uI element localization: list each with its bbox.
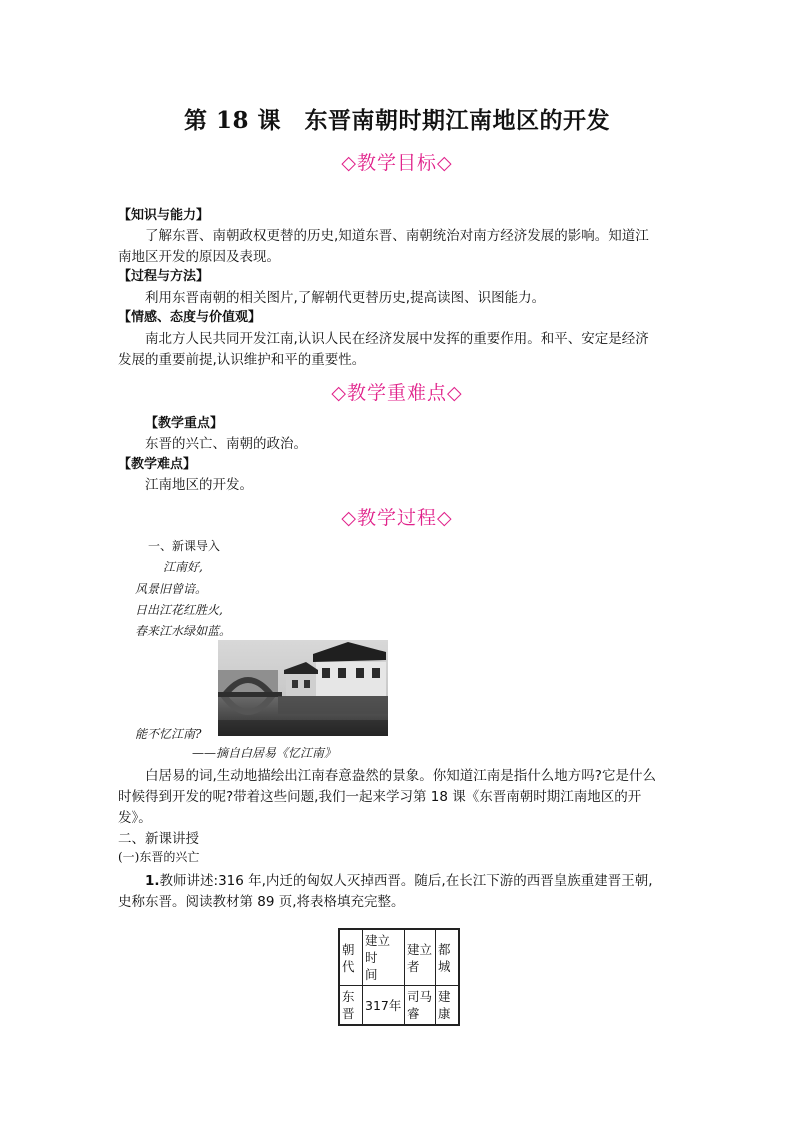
section-heading-keypoints: ◇教学重难点◇ bbox=[331, 382, 463, 404]
poem-source: ——摘自白居易《忆江南》 bbox=[192, 746, 337, 760]
knowledge-text-line2: 南地区开发的原因及表现。 bbox=[118, 249, 280, 265]
poem-line: 日出江花红胜火, bbox=[135, 603, 223, 617]
dynasty-table bbox=[338, 928, 460, 1026]
poem-line: 春来江水绿如蓝。 bbox=[135, 624, 232, 638]
intro-paragraph-line2: 时候得到开发的呢?带着这些问题,我们一起来学习第 18 课《东晋南朝时期江南地区的开 bbox=[118, 789, 642, 805]
header-cell-founded-time: 建立时 间 bbox=[363, 929, 405, 986]
lecture-heading: 二、新课讲授 bbox=[118, 831, 199, 847]
difficult-text: 江南地区的开发。 bbox=[145, 477, 253, 493]
item-number: 1. bbox=[145, 873, 160, 889]
section-heading-goals: ◇教学目标◇ bbox=[341, 152, 453, 174]
page-title: 第 18 课 东晋南朝时期江南地区的开发 bbox=[183, 107, 611, 134]
intro-heading: 一、新课导入 bbox=[148, 539, 221, 553]
cell-capital: 建 康 bbox=[436, 986, 460, 1026]
emotion-text-line1: 南北方人民共同开发江南,认识人民在经济发展中发挥的重要作用。和平、安定是经济 bbox=[145, 331, 649, 347]
table-row bbox=[339, 986, 459, 1026]
header-cell-dynasty: 朝 代 bbox=[339, 929, 363, 986]
header-cell-founder: 建立 者 bbox=[405, 929, 436, 986]
lecture-item-line1 bbox=[145, 869, 653, 889]
process-method-text: 利用东晋南朝的相关图片,了解朝代更替历史,提高读图、识图能力。 bbox=[145, 290, 546, 306]
intro-paragraph-line1: 白居易的词,生动地描绘出江南春意盎然的景象。你知道江南是指什么地方吗?它是什么 bbox=[145, 768, 656, 784]
item-text: 教师讲述:316 年,内迁的匈奴人灭掉西晋。随后,在长江下游的西晋皇族重建晋王朝, bbox=[159, 873, 653, 889]
poem-line: 能不忆江南? bbox=[135, 727, 202, 741]
sub-heading: (一)东晋的兴亡 bbox=[118, 850, 200, 864]
process-method-label: 【过程与方法】 bbox=[118, 269, 210, 284]
difficult-label: 【教学难点】 bbox=[118, 457, 197, 472]
cell-founded-time: 317年 bbox=[363, 986, 405, 1026]
cell-founder: 司马 睿 bbox=[405, 986, 436, 1026]
poem-line: 江南好, bbox=[163, 560, 203, 574]
intro-paragraph-line3: 发》。 bbox=[118, 810, 152, 826]
emotion-text-line2: 发展的重要前提,认识维护和平的重要性。 bbox=[118, 352, 366, 368]
emotion-label: 【情感、态度与价值观】 bbox=[118, 310, 262, 325]
jiangnan-bridge-picture bbox=[218, 640, 388, 736]
poem-line: 风景旧曾谙。 bbox=[135, 582, 208, 596]
key-label: 【教学重点】 bbox=[145, 416, 224, 431]
key-text: 东晋的兴亡、南朝的政治。 bbox=[145, 436, 307, 452]
cell-dynasty: 东 晋 bbox=[339, 986, 363, 1026]
lecture-item-line2: 史称东晋。阅读教材第 89 页,将表格填充完整。 bbox=[118, 894, 405, 910]
knowledge-text-line1: 了解东晋、南朝政权更替的历史,知道东晋、南朝统治对南方经济发展的影响。知道江 bbox=[145, 228, 649, 244]
knowledge-label: 【知识与能力】 bbox=[118, 208, 210, 223]
jiangnan-bridge-photo bbox=[218, 640, 388, 736]
section-heading-process: ◇教学过程◇ bbox=[341, 507, 453, 529]
table-header-row bbox=[339, 929, 459, 986]
header-cell-capital: 都 城 bbox=[436, 929, 460, 986]
